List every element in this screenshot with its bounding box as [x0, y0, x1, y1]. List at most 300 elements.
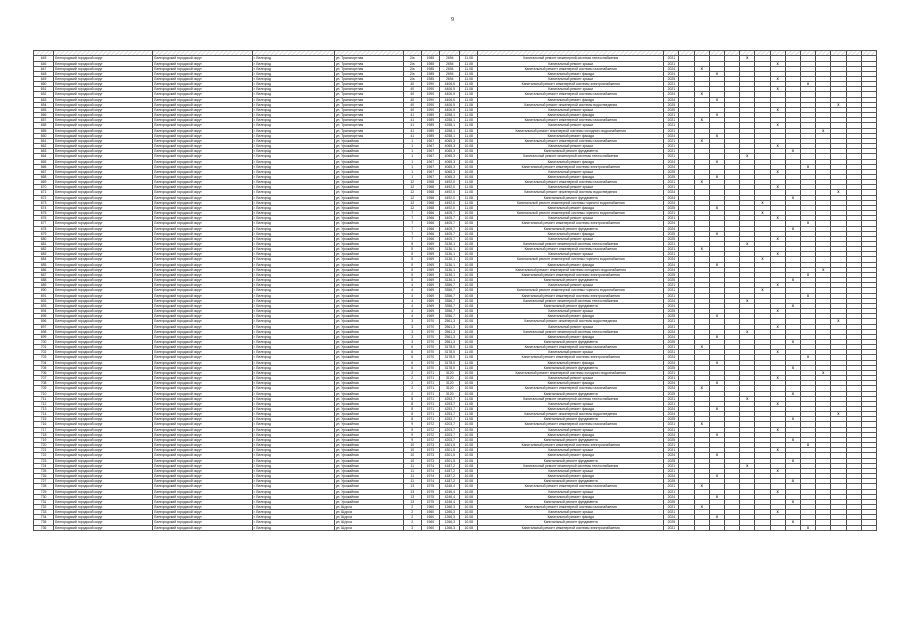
wall-type-cell: 10.08: [460, 427, 478, 432]
wall-type-cell: 10.08: [460, 494, 478, 499]
wall-type-cell: 11.08: [460, 123, 478, 128]
wall-type-cell: 10.08: [460, 329, 478, 334]
area-cell: 3136,1: [440, 252, 460, 257]
municipality-cell: Белгородский городской округ: [54, 262, 153, 267]
wall-type-cell: 11.08: [460, 97, 478, 102]
settlement-district-cell: Белгородский городской округ: [153, 525, 252, 530]
settlement-district-cell: Белгородский городской округ: [153, 479, 252, 484]
wall-type-cell: 11.08: [460, 355, 478, 360]
settlement-district-cell: Белгородский городской округ: [153, 298, 252, 303]
repair-schedule-table-wrapper: [33, 50, 877, 636]
marker-cell: [679, 525, 694, 530]
street-cell: ул. Урожайная: [334, 345, 403, 350]
work-type-cell: Капитальный ремонт фасада: [478, 231, 664, 236]
year-cell: 2025: [664, 205, 679, 210]
year-cell: 2021: [664, 510, 679, 515]
marker-cell: X: [770, 216, 785, 221]
house-number-cell: 5: [403, 252, 421, 257]
year-built-cell: 1969: [421, 309, 440, 314]
row-number-cell: 646: [34, 61, 54, 66]
settlement-district-cell: Белгородский городской округ: [153, 396, 252, 401]
locality-cell: г. Белгород: [252, 309, 334, 314]
street-cell: ул. Урожайная: [334, 370, 403, 375]
area-cell: 2694: [440, 61, 460, 66]
street-cell: ул. Урожайная: [334, 458, 403, 463]
marker-cell: X: [800, 355, 815, 360]
row-number-cell: 685: [34, 262, 54, 267]
street-cell: ул. Урожайная: [334, 391, 403, 396]
row-number-cell: 658: [34, 123, 54, 128]
street-cell: ул. Транспортная: [334, 97, 403, 102]
area-cell: 4253,7: [440, 417, 460, 422]
year-built-cell: 1971: [421, 376, 440, 381]
locality-cell: г. Белгород: [252, 149, 334, 154]
year-cell: 2024: [664, 267, 679, 272]
marker-cell: X: [709, 334, 724, 339]
work-type-cell: Капитальный ремонт инженерной системы газоснабжения: [478, 422, 664, 427]
marker-cell: X: [831, 102, 846, 107]
row-number-cell: 717: [34, 427, 54, 432]
row-number-cell: 687: [34, 272, 54, 277]
house-number-cell: 41: [403, 113, 421, 118]
municipality-cell: Белгородский городской округ: [54, 97, 153, 102]
municipality-cell: Белгородский городской округ: [54, 365, 153, 370]
street-cell: ул. Урожайная: [334, 479, 403, 484]
marker-cell: X: [740, 298, 755, 303]
locality-cell: г. Белгород: [252, 272, 334, 277]
street-cell: ул. Урожайная: [334, 252, 403, 257]
marker-cell: X: [709, 113, 724, 118]
row-number-cell: 645: [34, 56, 54, 61]
street-cell: ул. Урожайная: [334, 298, 403, 303]
locality-cell: г. Белгород: [252, 360, 334, 365]
year-built-cell: 1989: [421, 128, 440, 133]
house-number-cell: 2/а: [403, 61, 421, 66]
municipality-cell: Белгородский городской округ: [54, 407, 153, 412]
marker-cell: X: [770, 350, 785, 355]
settlement-district-cell: Белгородский городской округ: [153, 242, 252, 247]
year-built-cell: 1990: [421, 87, 440, 92]
wall-type-cell: 10.08: [460, 278, 478, 283]
street-cell: ул. Урожайная: [334, 474, 403, 479]
wall-type-cell: 11.08: [460, 350, 478, 355]
work-type-cell: Капитальный ремонт инженерной системы электроснабжения: [478, 443, 664, 448]
work-type-cell: Капитальный ремонт инженерной системы горячего водоснабжения: [478, 288, 664, 293]
area-cell: 3120: [440, 381, 460, 386]
marker-cell: X: [800, 82, 815, 87]
house-number-cell: 41: [403, 118, 421, 123]
locality-cell: г. Белгород: [252, 515, 334, 520]
wall-type-cell: 11.08: [460, 396, 478, 401]
year-cell: 2021: [664, 396, 679, 401]
wall-type-cell: 10.08: [460, 432, 478, 437]
work-type-cell: Капитальный ремонт фундамента: [478, 195, 664, 200]
locality-cell: г. Белгород: [252, 386, 334, 391]
settlement-district-cell: Белгородский городской округ: [153, 216, 252, 221]
settlement-district-cell: Белгородский городской округ: [153, 128, 252, 133]
work-type-cell: Капитальный ремонт фасада: [478, 159, 664, 164]
year-cell: 2021: [664, 376, 679, 381]
year-built-cell: 1969: [421, 252, 440, 257]
house-number-cell: 5: [403, 272, 421, 277]
year-cell: 2021: [664, 463, 679, 468]
year-built-cell: 1972: [421, 427, 440, 432]
settlement-district-cell: Белгородский городской округ: [153, 458, 252, 463]
work-type-cell: Капитальный ремонт фасада: [478, 360, 664, 365]
settlement-district-cell: Белгородский городской округ: [153, 71, 252, 76]
year-cell: 2024: [664, 303, 679, 308]
work-type-cell: Капитальный ремонт фундамента: [478, 458, 664, 463]
row-number-cell: 689: [34, 283, 54, 288]
settlement-district-cell: Белгородский городской округ: [153, 463, 252, 468]
settlement-district-cell: Белгородский городской округ: [153, 267, 252, 272]
wall-type-cell: 10.08: [460, 370, 478, 375]
locality-cell: г. Белгород: [252, 298, 334, 303]
marker-cell: X: [800, 525, 815, 530]
year-built-cell: 1967: [421, 174, 440, 179]
marker-cell: X: [800, 221, 815, 226]
marker-cell: X: [785, 458, 800, 463]
work-type-cell: Капитальный ремонт инженерной системы газоснабжения: [478, 345, 664, 350]
year-cell: 2024: [664, 221, 679, 226]
year-cell: 2021: [664, 489, 679, 494]
year-cell: 2024: [664, 195, 679, 200]
marker-cell: X: [709, 515, 724, 520]
row-number-cell: 732: [34, 504, 54, 509]
row-number-cell: 718: [34, 432, 54, 437]
marker-cell: X: [800, 293, 815, 298]
municipality-cell: Белгородский городской округ: [54, 334, 153, 339]
area-cell: 3120: [440, 391, 460, 396]
area-cell: 4258,1: [440, 123, 460, 128]
municipality-cell: Белгородский городской округ: [54, 123, 153, 128]
locality-cell: г. Белгород: [252, 350, 334, 355]
locality-cell: г. Белгород: [252, 107, 334, 112]
house-number-cell: 6: [403, 365, 421, 370]
work-type-cell: Капитальный ремонт крыши: [478, 401, 664, 406]
municipality-cell: Белгородский городской округ: [54, 159, 153, 164]
marker-cell: X: [831, 319, 846, 324]
area-cell: 1266,3: [440, 520, 460, 525]
year-built-cell: 1966: [421, 221, 440, 226]
year-built-cell: 1985: [421, 61, 440, 66]
municipality-cell: Белгородский городской округ: [54, 437, 153, 442]
work-type-cell: Капитальный ремонт инженерной системы газоснабжения: [478, 92, 664, 97]
work-type-cell: Капитальный ремонт инженерной системы холодного водоснабжения: [478, 128, 664, 133]
work-type-cell: Капитальный ремонт крыши: [478, 252, 664, 257]
year-built-cell: 1969: [421, 298, 440, 303]
wall-type-cell: 10.08: [460, 309, 478, 314]
row-number-cell: 708: [34, 381, 54, 386]
municipality-cell: Белгородский городской округ: [54, 432, 153, 437]
area-cell: 4301,5: [440, 443, 460, 448]
municipality-cell: Белгородский городской округ: [54, 102, 153, 107]
locality-cell: г. Белгород: [252, 324, 334, 329]
year-cell: 2025: [664, 314, 679, 319]
settlement-district-cell: Белгородский городской округ: [153, 118, 252, 123]
area-cell: 4065,3: [440, 174, 460, 179]
year-cell: 2024: [664, 133, 679, 138]
work-type-cell: Капитальный ремонт инженерной системы электроснабжения: [478, 82, 664, 87]
municipality-cell: Белгородский городской округ: [54, 185, 153, 190]
row-number-cell: 683: [34, 252, 54, 257]
work-type-cell: Капитальный ремонт инженерной системы электроснабжения: [478, 293, 664, 298]
wall-type-cell: 11.08: [460, 61, 478, 66]
wall-type-cell: 10.08: [460, 499, 478, 504]
row-number-cell: 648: [34, 71, 54, 76]
locality-cell: г. Белгород: [252, 159, 334, 164]
work-type-cell: Капитальный ремонт крыши: [478, 283, 664, 288]
wall-type-cell: 11.08: [460, 128, 478, 133]
area-cell: 4253,7: [440, 396, 460, 401]
street-cell: ул. Урожайная: [334, 226, 403, 231]
marker-cell: X: [694, 484, 709, 489]
settlement-district-cell: Белгородский городской округ: [153, 164, 252, 169]
table-row: [34, 525, 877, 530]
wall-type-cell: 10.08: [460, 144, 478, 149]
work-type-cell: Капитальный ремонт крыши: [478, 309, 664, 314]
marker-cell: X: [755, 288, 770, 293]
year-cell: 2024: [664, 432, 679, 437]
marker-cell: X: [770, 185, 785, 190]
row-number-cell: 670: [34, 185, 54, 190]
work-type-cell: Капитальный ремонт крыши: [478, 61, 664, 66]
locality-cell: г. Белгород: [252, 205, 334, 210]
street-cell: ул. Урожайная: [334, 463, 403, 468]
work-type-cell: Капитальный ремонт инженерной системы газоснабжения: [478, 484, 664, 489]
settlement-district-cell: Белгородский городской округ: [153, 422, 252, 427]
area-cell: 2561,3: [440, 319, 460, 324]
street-cell: ул. Урожайная: [334, 242, 403, 247]
year-built-cell: 1971: [421, 412, 440, 417]
marker-cell: X: [694, 345, 709, 350]
municipality-cell: Белгородский городской округ: [54, 381, 153, 386]
locality-cell: г. Белгород: [252, 303, 334, 308]
wall-type-cell: 10.08: [460, 211, 478, 216]
municipality-cell: Белгородский городской округ: [54, 118, 153, 123]
year-built-cell: 1966: [421, 226, 440, 231]
year-cell: 2024: [664, 97, 679, 102]
house-number-cell: 2: [403, 504, 421, 509]
marker-cell: X: [785, 520, 800, 525]
work-type-cell: Капитальный ремонт фасада: [478, 133, 664, 138]
year-cell: 2021: [664, 422, 679, 427]
street-cell: ул. Транспортная: [334, 82, 403, 87]
work-type-cell: Капитальный ремонт фундамента: [478, 479, 664, 484]
street-cell: ул. Урожайная: [334, 231, 403, 236]
row-number-cell: 728: [34, 484, 54, 489]
year-cell: 2024: [664, 474, 679, 479]
house-number-cell: 41: [403, 133, 421, 138]
municipality-cell: Белгородский городской округ: [54, 386, 153, 391]
locality-cell: г. Белгород: [252, 484, 334, 489]
settlement-district-cell: Белгородский городской округ: [153, 324, 252, 329]
year-cell: 2021: [664, 525, 679, 530]
work-type-cell: Капитальный ремонт фасада: [478, 205, 664, 210]
settlement-district-cell: Белгородский городской округ: [153, 427, 252, 432]
street-cell: ул. Урожайная: [334, 412, 403, 417]
house-number-cell: 5: [403, 262, 421, 267]
marker-cell: [755, 525, 770, 530]
year-built-cell: 1969: [421, 262, 440, 267]
locality-cell: г. Белгород: [252, 463, 334, 468]
street-cell: ул. Урожайная: [334, 288, 403, 293]
municipality-cell: Белгородский городской округ: [54, 154, 153, 159]
year-cell: 2021: [664, 427, 679, 432]
house-number-cell: 2/а: [403, 71, 421, 76]
street-cell: ул. Транспортная: [334, 66, 403, 71]
area-cell: 4246,4: [440, 484, 460, 489]
house-number-cell: 2: [403, 520, 421, 525]
locality-cell: г. Белгород: [252, 82, 334, 87]
marker-cell: X: [770, 309, 785, 314]
wall-type-cell: 11.08: [460, 195, 478, 200]
work-type-cell: Капитальный ремонт фундамента: [478, 365, 664, 370]
house-number-cell: 5: [403, 242, 421, 247]
municipality-cell: Белгородский городской округ: [54, 494, 153, 499]
work-type-cell: Капитальный ремонт инженерной системы газоснабжения: [478, 66, 664, 71]
locality-cell: г. Белгород: [252, 92, 334, 97]
year-cell: 2021: [664, 293, 679, 298]
marker-cell: [846, 525, 861, 530]
marker-cell: X: [770, 144, 785, 149]
area-cell: 3136,1: [440, 272, 460, 277]
settlement-district-cell: Белгородский городской округ: [153, 102, 252, 107]
area-cell: 4492,0: [440, 180, 460, 185]
locality-cell: г. Белгород: [252, 144, 334, 149]
settlement-district-cell: Белгородский городской округ: [153, 61, 252, 66]
year-cell: 2024: [664, 453, 679, 458]
marker-cell: X: [709, 407, 724, 412]
row-number-cell: 699: [34, 334, 54, 339]
locality-cell: г. Белгород: [252, 77, 334, 82]
year-built-cell: 1969: [421, 278, 440, 283]
marker-cell: X: [816, 267, 831, 272]
work-type-cell: Капитальный ремонт инженерной системы холодного водоснабжения: [478, 267, 664, 272]
settlement-district-cell: Белгородский городской округ: [153, 401, 252, 406]
work-type-cell: Капитальный ремонт инженерной системы электроснабжения: [478, 525, 664, 530]
house-number-cell: 1: [403, 154, 421, 159]
wall-type-cell: 10.08: [460, 267, 478, 272]
house-number-cell: 11: [403, 474, 421, 479]
locality-cell: г. Белгород: [252, 437, 334, 442]
year-built-cell: 1967: [421, 159, 440, 164]
settlement-district-cell: Белгородский городской округ: [153, 283, 252, 288]
house-number-cell: 1: [403, 138, 421, 143]
year-built-cell: 1968: [421, 200, 440, 205]
work-type-cell: Капитальный ремонт инженерной системы водоотведения: [478, 102, 664, 107]
locality-cell: г. Белгород: [252, 391, 334, 396]
marker-cell: X: [770, 87, 785, 92]
wall-type-cell: 11.08: [460, 113, 478, 118]
table-body: [34, 56, 877, 530]
year-built-cell: 1967: [421, 169, 440, 174]
street-cell: ул. Урожайная: [334, 303, 403, 308]
row-number-cell: 655: [34, 107, 54, 112]
house-number-cell: 10: [403, 448, 421, 453]
municipality-cell: Белгородский городской округ: [54, 360, 153, 365]
year-cell: 2025: [664, 339, 679, 344]
work-type-cell: Капитальный ремонт инженерной системы электроснабжения: [478, 164, 664, 169]
municipality-cell: Белгородский городской округ: [54, 231, 153, 236]
area-cell: 4406,5: [440, 87, 460, 92]
row-number-cell: 669: [34, 180, 54, 185]
wall-type-cell: 10.08: [460, 334, 478, 339]
work-type-cell: Капитальный ремонт фасада: [478, 453, 664, 458]
marker-cell: X: [770, 427, 785, 432]
marker-cell: [740, 525, 755, 530]
year-cell: 2025: [664, 231, 679, 236]
locality-cell: г. Белгород: [252, 339, 334, 344]
year-built-cell: 1973: [421, 458, 440, 463]
marker-cell: X: [709, 133, 724, 138]
row-number-cell: 675: [34, 211, 54, 216]
street-cell: ул. Щорса: [334, 525, 403, 530]
municipality-cell: Белгородский городской округ: [54, 87, 153, 92]
municipality-cell: Белгородский городской округ: [54, 448, 153, 453]
municipality-cell: Белгородский городской округ: [54, 211, 153, 216]
locality-cell: г. Белгород: [252, 401, 334, 406]
year-cell: 2021: [664, 149, 679, 154]
area-cell: 4405,7: [440, 221, 460, 226]
settlement-district-cell: Белгородский городской округ: [153, 334, 252, 339]
municipality-cell: Белгородский городской округ: [54, 66, 153, 71]
settlement-district-cell: Белгородский городской округ: [153, 355, 252, 360]
municipality-cell: Белгородский городской округ: [54, 180, 153, 185]
row-number-cell: 665: [34, 159, 54, 164]
area-cell: 4492,0: [440, 205, 460, 210]
year-built-cell: 1985: [421, 66, 440, 71]
municipality-cell: Белгородский городской округ: [54, 355, 153, 360]
street-cell: ул. Урожайная: [334, 154, 403, 159]
wall-type-cell: 10.08: [460, 169, 478, 174]
house-number-cell: 2: [403, 510, 421, 515]
marker-cell: X: [770, 61, 785, 66]
settlement-district-cell: Белгородский городской округ: [153, 236, 252, 241]
municipality-cell: Белгородский городской округ: [54, 463, 153, 468]
work-type-cell: Капитальный ремонт инженерной системы газоснабжения: [478, 138, 664, 143]
year-cell: 2021: [664, 56, 679, 61]
house-number-cell: 1: [403, 174, 421, 179]
house-number-cell: 13: [403, 484, 421, 489]
year-cell: 2024: [664, 257, 679, 262]
wall-type-cell: 10.08: [460, 443, 478, 448]
area-cell: 4203,7: [440, 427, 460, 432]
work-type-cell: Капитальный ремонт фасада: [478, 432, 664, 437]
year-cell: 2021: [664, 345, 679, 350]
area-cell: 1266,3: [440, 525, 460, 530]
year-built-cell: 1968: [421, 180, 440, 185]
house-number-cell: 13: [403, 489, 421, 494]
settlement-district-cell: Белгородский городской округ: [153, 82, 252, 87]
row-number-cell: 666: [34, 164, 54, 169]
year-built-cell: 1975: [421, 489, 440, 494]
wall-type-cell: 10.08: [460, 510, 478, 515]
house-number-cell: 3: [403, 339, 421, 344]
marker-cell: X: [785, 365, 800, 370]
settlement-district-cell: Белгородский городской округ: [153, 257, 252, 262]
marker-cell: X: [785, 479, 800, 484]
municipality-cell: Белгородский городской округ: [54, 504, 153, 509]
wall-type-cell: 11.08: [460, 180, 478, 185]
municipality-cell: Белгородский городской округ: [54, 443, 153, 448]
settlement-district-cell: Белгородский городской округ: [153, 309, 252, 314]
wall-type-cell: 10.08: [460, 453, 478, 458]
year-built-cell: 1969: [421, 257, 440, 262]
year-cell: 2024: [664, 71, 679, 76]
municipality-cell: Белгородский городской округ: [54, 149, 153, 154]
area-cell: 3356,7: [440, 314, 460, 319]
